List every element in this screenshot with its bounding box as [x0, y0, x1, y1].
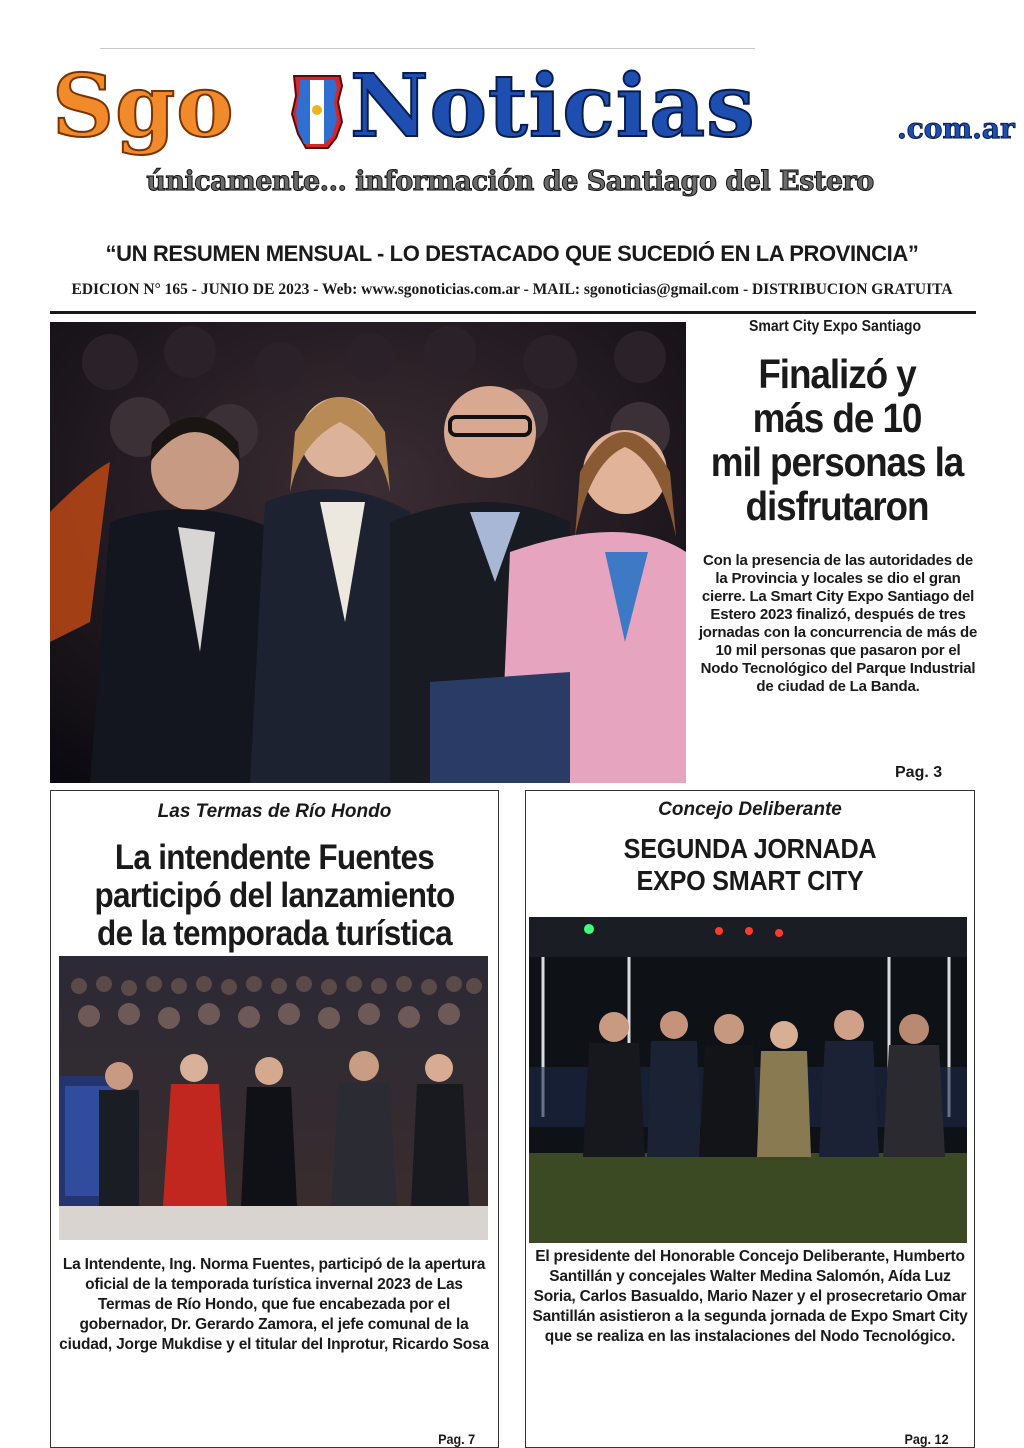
logo-sgo-text: Sgo — [52, 56, 235, 157]
right-story-box — [525, 790, 975, 1448]
lead-headline-line: mil personas la — [710, 439, 964, 485]
slogan: “UN RESUMEN MENSUAL - LO DESTACADO QUE SUCEDIÓ EN LA PROVINCIA” — [105, 241, 919, 266]
logo-domain-text: .com.ar — [897, 112, 1015, 145]
left-story-headline-line: de la temporada turística — [97, 914, 452, 953]
santiago-del-estero-flag-icon — [288, 72, 346, 152]
left-story-photo-illustration — [59, 956, 488, 1240]
lead-headline-line: disfrutaron — [745, 483, 929, 529]
masthead-divider — [50, 311, 976, 314]
right-story-headline-line: EXPO SMART CITY — [636, 865, 864, 896]
lead-photo[interactable] — [50, 322, 686, 783]
left-story-headline[interactable] — [73, 839, 475, 953]
logo-noticias-text: Noticias — [350, 56, 756, 157]
lead-body: Con la presencia de las autoridades de la Provincia y locales se dio el gran cierre. La Smart City Expo Santiago del Estero 2023 finalizó, después de tres jornadas con la concurrencia de más de 10 mil personas que pasaron por el Nodo Tecnológico del Parque Industrial de ciudad de La Banda. — [698, 552, 978, 695]
right-story-photo[interactable] — [529, 917, 967, 1243]
lead-headline-line: Finalizó y — [758, 351, 916, 397]
lead-headline[interactable] — [707, 352, 968, 528]
right-story-body: El presidente del Honorable Concejo Deliberante, Humberto Santillán y concejales Walter Medina Salomón, Aída Luz Soria, Carlos Basualdo, Mario Nazer y el prosecretario Omar Santillán asistieron a la segunda jornada de Expo Smart City que se realiza en las instalaciones del Nodo Tecnológico. — [532, 1248, 968, 1345]
left-story-page-reference[interactable]: Pag. 7 — [438, 1431, 476, 1447]
lead-headline-line: más de 10 — [752, 395, 922, 441]
left-story-box — [50, 790, 499, 1448]
edition-line: EDICION N° 165 - JUNIO DE 2023 - Web: www.sgonoticias.com.ar - MAIL: sgonoticias@gmail.com - DISTRIBUCION GRATUITA — [71, 281, 953, 298]
left-story-photo[interactable] — [59, 956, 488, 1240]
lead-kicker: Smart City Expo Santiago — [748, 318, 922, 335]
tagline: únicamente... información de Santiago del Estero — [146, 166, 874, 197]
left-story-body: La Intendente, Ing. Norma Fuentes, participó de la apertura oficial de la temporada turística invernal 2023 de Las Termas de Río Hondo, que fue encabezada por el gobernador, Dr. Gerardo Zamora, el jefe comunal de la ciudad, Jorge Mukdise y el titular del Inprotur, Ricardo Sosa — [59, 1256, 489, 1353]
right-story-headline[interactable] — [548, 833, 951, 897]
right-story-photo-illustration — [529, 917, 967, 1243]
right-story-page-reference[interactable]: Pag. 12 — [904, 1431, 949, 1447]
lead-page-reference[interactable]: Pag. 3 — [895, 764, 943, 781]
lead-photo-illustration — [50, 322, 686, 783]
left-story-headline-line: participó del lanzamiento — [94, 876, 455, 915]
masthead-logo[interactable] — [52, 56, 1015, 157]
left-story-kicker: Las Termas de Río Hondo — [157, 801, 392, 822]
right-story-headline-line: SEGUNDA JORNADA — [623, 833, 877, 864]
left-story-headline-line: La intendente Fuentes — [114, 838, 435, 877]
top-hairline — [100, 48, 755, 49]
right-story-kicker: Concejo Deliberante — [658, 799, 842, 820]
